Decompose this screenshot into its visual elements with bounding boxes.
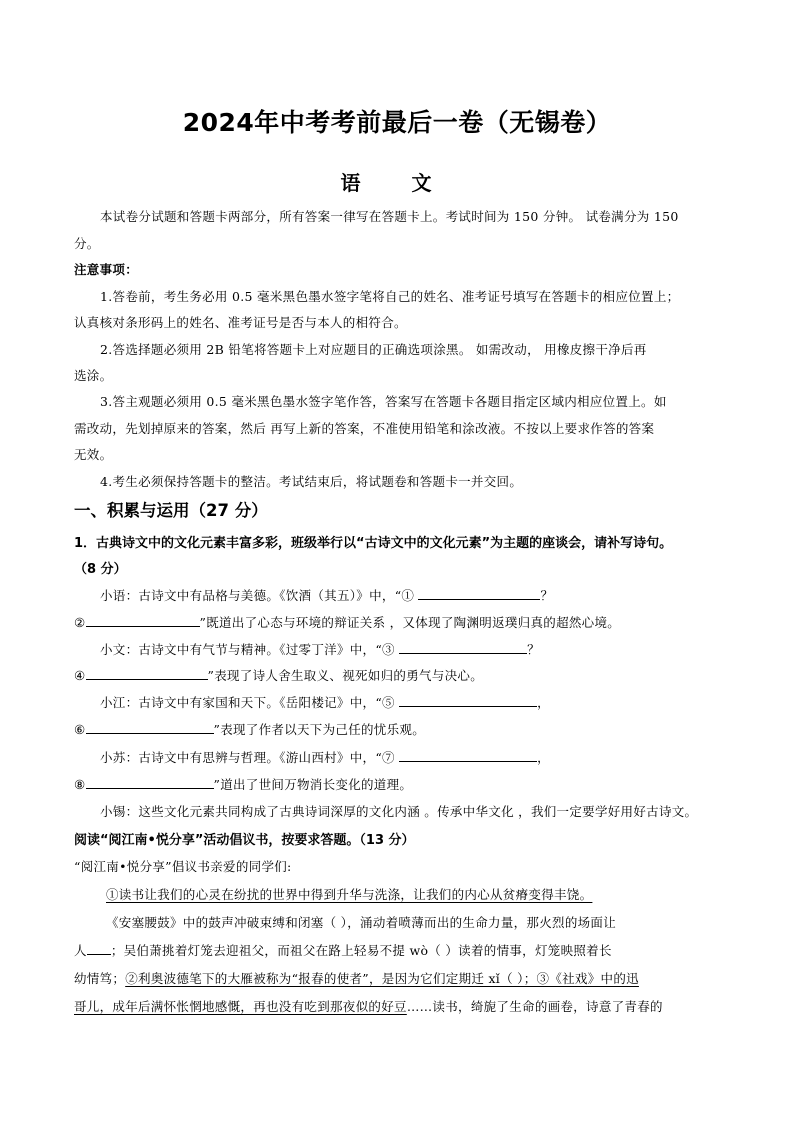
blank-4[interactable] bbox=[86, 666, 208, 680]
dialogue-text: ”道出了世间万物消长变化的道理。 bbox=[213, 777, 413, 792]
blank-8[interactable] bbox=[86, 775, 214, 789]
note-3: 3.答主观题必须用 0.5 毫米黑色墨水签字笔作答，答案写在答题卡各题目指定区域内相应位置上。如 bbox=[100, 394, 667, 409]
dialogue-text: 小语：古诗文中有品格与美德。《饮酒（其五）》中，“① bbox=[100, 588, 415, 603]
dialogue-text: ⑥ bbox=[74, 722, 86, 737]
subject-heading: 语 文 bbox=[340, 171, 454, 195]
dialogue-text: ？ bbox=[540, 588, 554, 603]
dialogue-text: ⑧ bbox=[74, 777, 86, 792]
note-1: 1.答卷前，考生务必用 0.5 毫米黑色墨水签字笔将自己的姓名、准考证号填写在答题卡的相应位置上； bbox=[100, 289, 680, 304]
note-2-cont: 选涂。 bbox=[74, 368, 113, 383]
note-4: 4.考生必须保持答题卡的整洁。考试结束后，将试题卷和答题卡一并交回。 bbox=[100, 474, 523, 489]
letter-greeting: “阅江南•悦分享”倡议书亲爱的同学们: bbox=[74, 859, 292, 874]
dialogue-text: ？ bbox=[527, 642, 540, 657]
dialogue-line-3 bbox=[100, 640, 540, 658]
dialogue-line-4 bbox=[74, 666, 483, 684]
dialogue-line-6 bbox=[74, 720, 425, 738]
question-1: 1．古典诗文中的文化元素丰富多彩，班级举行以“古诗文中的文化元素”为主题的座谈会，请补写诗句。 bbox=[74, 536, 673, 551]
question-1-points: （8 分） bbox=[74, 562, 127, 577]
dialogue-text: ② bbox=[74, 615, 86, 630]
intro-text: 本试卷分试题和答题卡两部分，所有答案一律写在答题卡上。考试时间为 150 分钟。 试卷满分为 150 bbox=[100, 209, 679, 224]
note-1-cont: 认真核对条形码上的姓名、准考证号是否与本人的相符合。 bbox=[74, 315, 407, 330]
letter-sentence-1: ①读书让我们的心灵在纷扰的世界中得到升华与洗涤，让我们的内心从贫瘠变得丰饶。 bbox=[106, 887, 593, 902]
dialogue-text: 小苏：古诗文中有思辨与哲理。《游山西村》中，“⑦ bbox=[100, 750, 395, 765]
note-3-cont2: 无效。 bbox=[74, 447, 113, 462]
dialogue-line-1 bbox=[100, 586, 553, 604]
letter-text: ……读书，绮旎了生命的画卷，诗意了青春的 bbox=[406, 999, 663, 1014]
letter-line-2: 《安塞腰鼓》中的鼓声冲破束缚和闭塞（ ），涌动着喷薄而出的生命力量，那火烈的场面让 bbox=[106, 915, 617, 930]
blank-3[interactable] bbox=[399, 640, 527, 654]
letter-line-4 bbox=[74, 969, 639, 987]
blank-2[interactable] bbox=[86, 613, 200, 627]
dialogue-text: ”表现了作者以天下为己任的忧乐观。 bbox=[213, 722, 426, 737]
dialogue-text: ”表现了诗人舍生取义、视死如归的勇气与决心。 bbox=[207, 668, 484, 683]
note-3-cont: 需改动，先划掉原来的答案，然后 再写上新的答案，不准使用铅笔和涂改液。不按以上要求作答的答案 bbox=[74, 421, 655, 436]
dialogue-line-9: 小锡：这些文化元素共同构成了古典诗词深厚的文化内涵 。传承中华文化 ，我们一定要学好用好古诗文。 bbox=[100, 804, 698, 819]
letter-text: 人 bbox=[74, 943, 87, 958]
letter-sentence-2-3: ②利奥波德笔下的大雁被称为“报春的使者”，是因为它们定期迁 xǐ（ ）；③《社戏》中的迅 bbox=[125, 971, 639, 986]
blank-7[interactable] bbox=[399, 748, 537, 762]
dialogue-text: 小文：古诗文中有气节与精神。《过零丁洋》中，“③ bbox=[100, 642, 395, 657]
blank-5[interactable] bbox=[399, 693, 537, 707]
notes-heading: 注意事项： bbox=[74, 262, 139, 277]
dialogue-text: ， bbox=[537, 750, 550, 765]
dialogue-text: 小江：古诗文中有家国和天下。《岳阳楼记》中，“⑤ bbox=[100, 695, 395, 710]
dialogue-text: ”既道出了心态与环境的辩证关系 ，又体现了陶渊明返璞归真的超然心境。 bbox=[199, 615, 621, 630]
dialogue-line-7 bbox=[100, 748, 550, 766]
letter-text: ；吴伯萧挑着灯笼去迎祖父，而祖父在路上轻易不提 wò（ ）读着的情事，灯笼映照着长 bbox=[110, 943, 612, 958]
dialogue-line-5 bbox=[100, 693, 550, 711]
letter-line-3 bbox=[74, 941, 612, 959]
section-1-heading: 一、积累与运用（27 分） bbox=[74, 501, 268, 520]
dialogue-text: ， bbox=[537, 695, 550, 710]
blank-letter-1[interactable] bbox=[87, 941, 111, 955]
blank-1[interactable] bbox=[418, 586, 540, 600]
letter-sentence-3-cont: 哥儿，成年后满怀怅惘地感慨，再也没有吃到那夜似的好豆 bbox=[74, 999, 407, 1014]
reading-heading: 阅读“阅江南•悦分享”活动倡议书，按要求答题。（13 分） bbox=[74, 833, 415, 848]
dialogue-line-2 bbox=[74, 613, 620, 631]
dialogue-text: ④ bbox=[74, 668, 86, 683]
dialogue-line-8 bbox=[74, 775, 412, 793]
note-2: 2.答选择题必须用 2B 铅笔将答题卡上对应题目的正确选项涂黑。 如需改动， 用橡皮擦干净后再 bbox=[100, 342, 647, 357]
letter-line-5 bbox=[74, 997, 663, 1015]
intro-text-cont: 分。 bbox=[74, 236, 100, 251]
paper-title: 2024年中考考前最后一卷（无锡卷） bbox=[182, 108, 612, 137]
letter-text: 幼情笃； bbox=[74, 971, 126, 986]
blank-6[interactable] bbox=[86, 720, 214, 734]
